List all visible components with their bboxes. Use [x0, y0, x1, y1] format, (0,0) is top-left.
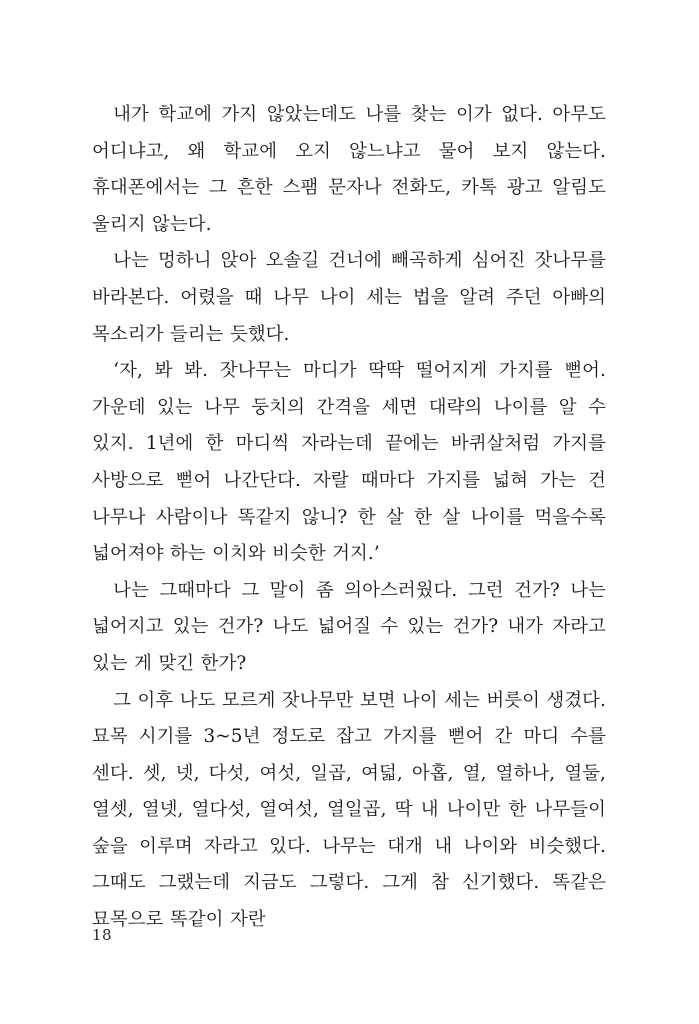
paragraph: 나는 멍하니 앉아 오솔길 건너에 빼곡하게 심어진 잣나무를 바라본다. 어렸을 때 나무 나이 세는 법을 알려 주던 아빠의 목소리가 들리는 듯했다. [92, 250, 606, 345]
paragraph: ‘자, 봐 봐. 잣나무는 마디가 딱딱 떨어지게 가지를 뻗어. 가운데 있는 나무 둥치의 간격을 세면 대략의 나이를 알 수 있지. 1년에 한 마디씩 자라는데 끝에는 바퀴살처럼 가지를 사방으로 뻗어 나간단다. 자랄 때마다 가지를 넓혀 가는 건 나무나 사람이나 똑같지 않니? 한 살 한 살 나이를 먹을수록 넓어져야 하는 이치와 비슷한 거지.’ [92, 360, 606, 565]
paragraph: 그 이후 나도 모르게 잣나무만 보면 나이 세는 버릇이 생겼다. 묘목 시기를 3~5년 정도로 잡고 가지를 뻗어 간 마디 수를 센다. 셋, 넷, 다섯, 여섯, 일곱, 여덟, 아홉, 열, 열하나, 열둘, 열셋, 열넷, 열다섯, 열여섯, 열일곱, 딱 내 나이만 한 나무들이 숲을 이루며 자라고 있다. 나무는 대개 내 나이와 비슷했다. 그때도 그랬는데 지금도 그렇다. 그게 참 신기했다. 똑같은 묘목으로 똑같이 자란 [92, 689, 606, 931]
page-text-block [92, 97, 606, 939]
paragraph: 내가 학교에 가지 않았는데도 나를 찾는 이가 없다. 아무도 어디냐고, 왜 학교에 오지 않느냐고 물어 보지 않는다. 휴대폰에서는 그 흔한 스팸 문자나 전화도, 카톡 광고 알림도 울리지 않는다. [92, 104, 606, 235]
paragraph: 나는 그때마다 그 말이 좀 의아스러웠다. 그런 건가? 나는 넓어지고 있는 건가? 나도 넓어질 수 있는 건가? 내가 자라고 있는 게 맞긴 한가? [92, 579, 606, 674]
page-number: 18 [92, 926, 112, 944]
